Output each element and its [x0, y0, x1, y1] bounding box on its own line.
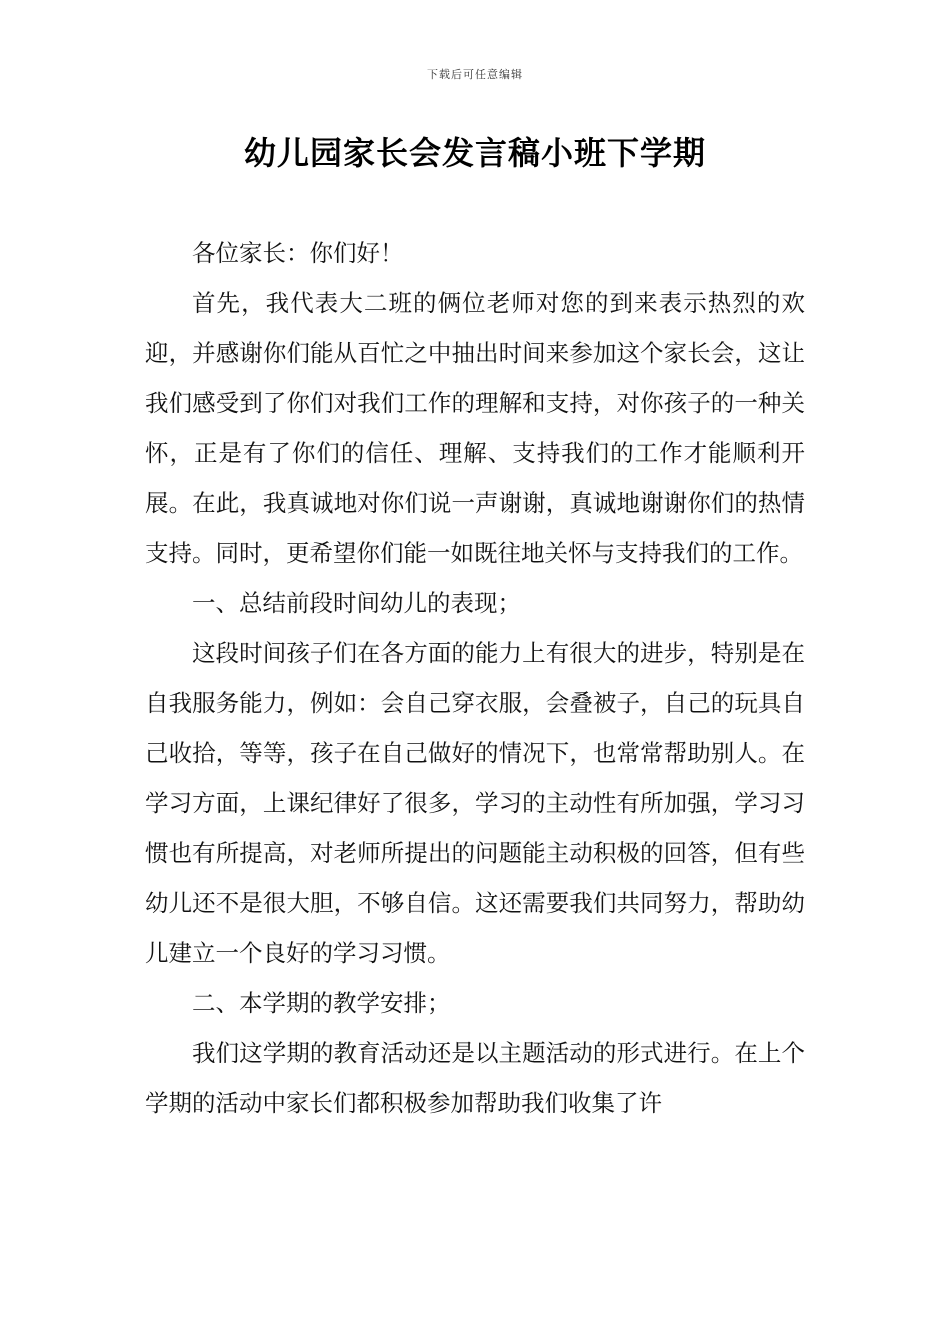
- section-heading-2: 二、本学期的教学安排；: [192, 989, 451, 1017]
- section-heading-1: 一、总结前段时间幼儿的表现；: [192, 589, 521, 617]
- intro-paragraph: 首先，我代表大二班的俩位老师对您的到来表示热烈的欢迎，并感谢你们能从百忙之中抽出时间来参加这个家长会，这让我们感受到了你们对我们工作的理解和支持，对你孩子的一种关怀，正是有了你们的信任、理解、支持我们的工作才能顺利开展。在此，我真诚地对你们说一声谢谢，真诚地谢谢你们的热情支持。同时，更希望你们能一如既往地关怀与支持我们的工作。: [145, 289, 805, 567]
- document-title: 幼儿园家长会发言稿小班下学期: [243, 134, 706, 172]
- document-body: [145, 228, 805, 1128]
- performance-paragraph: 这段时间孩子们在各方面的能力上有很大的进步，特别是在自我服务能力，例如：会自己穿衣服，会叠被子，自己的玩具自己收拾，等等，孩子在自己做好的情况下，也常常帮助别人。在学习方面，上课纪律好了很多，学习的主动性有所加强，学习习惯也有所提高，对老师所提出的问题能主动积极的回答，但有些幼儿还不是很大胆，不够自信。这还需要我们共同努力，帮助幼儿建立一个良好的学习习惯。: [145, 639, 805, 967]
- greeting-paragraph: 各位家长：你们好！: [192, 239, 404, 267]
- header-note: 下载后可任意编辑: [427, 68, 523, 81]
- teaching-plan-paragraph: 我们这学期的教育活动还是以主题活动的形式进行。在上个学期的活动中家长们都积极参加帮助我们收集了许: [145, 1039, 805, 1117]
